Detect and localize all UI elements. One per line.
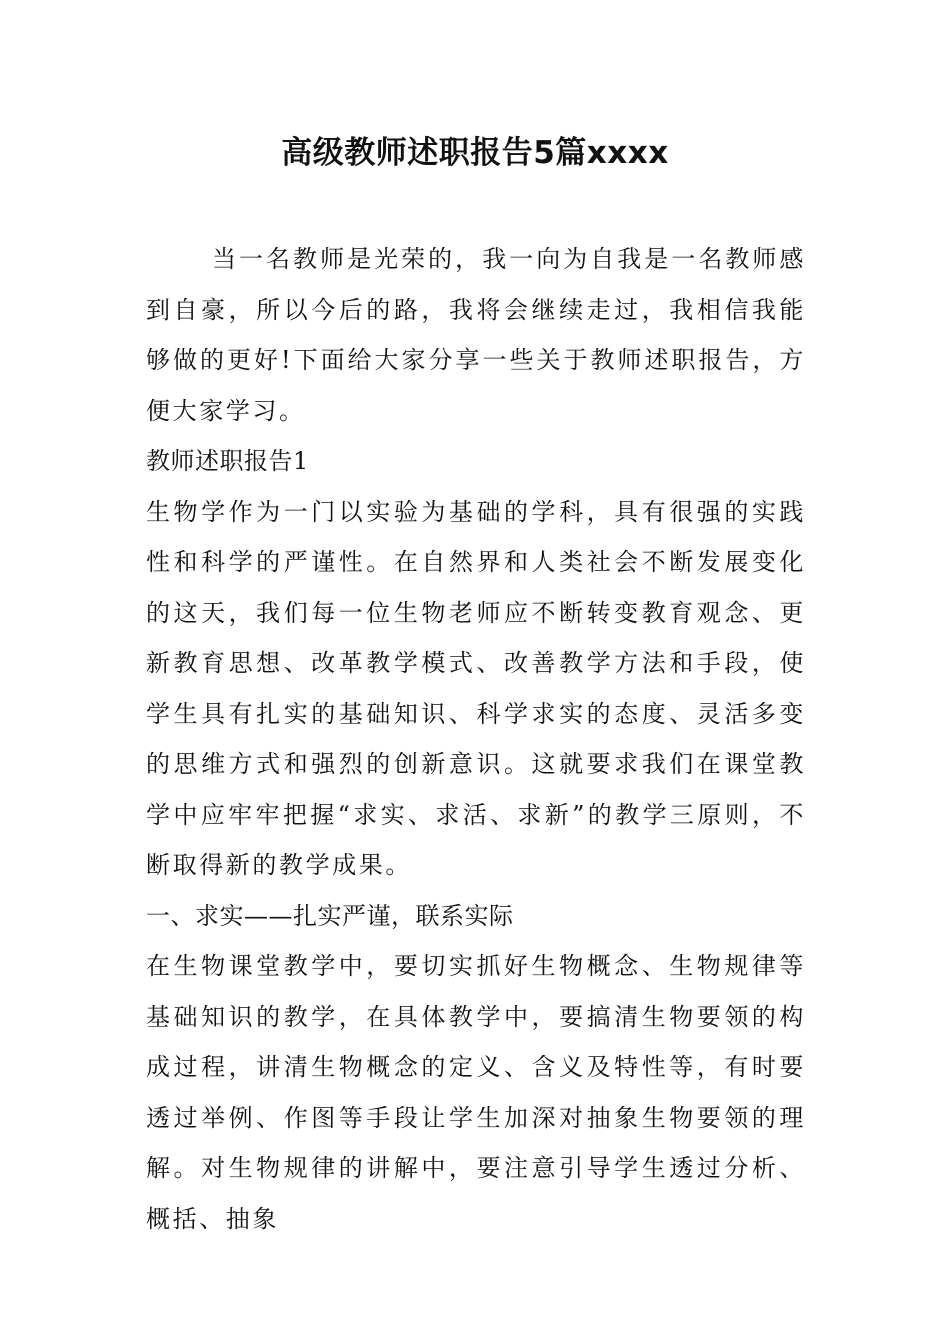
section-heading: 教师述职报告1 [146, 447, 309, 475]
subsection-heading: 一、求实——扎实严谨，联系实际 [146, 901, 514, 930]
intro-paragraph: 当一名教师是光荣的，我一向为自我是一名教师感到自豪，所以今后的路，我将会继续走过，我相信我能够做的更好!下面给大家分享一些关于教师述职报告，方便大家学习。 [146, 245, 806, 425]
document-title: 高级教师述职报告5篇xxxx [281, 135, 669, 171]
body-paragraph: 在生物课堂教学中，要切实抓好生物概念、生物规律等基础知识的教学，在具体教学中，要搞清生物要领的构成过程，讲清生物概念的定义、含义及特性等，有时要透过举例、作图等手段让学生加深对抽象生物要领的理解。对生物规律的讲解中，要注意引导学生透过分析、概括、抽象 [146, 952, 806, 1233]
document-body [146, 234, 806, 1244]
body-paragraph: 生物学作为一门以实验为基础的学科，具有很强的实践性和科学的严谨性。在自然界和人类社会不断发展变化的这天，我们每一位生物老师应不断转变教育观念、更新教育思想、改革教学模式、改善教学方法和手段，使学生具有扎实的基础知识、科学求实的态度、灵活多变的思维方式和强烈的创新意识。这就要求我们在课堂教学中应牢牢把握“求实、求活、求新”的教学三原则，不断取得新的教学成果。 [146, 497, 806, 879]
